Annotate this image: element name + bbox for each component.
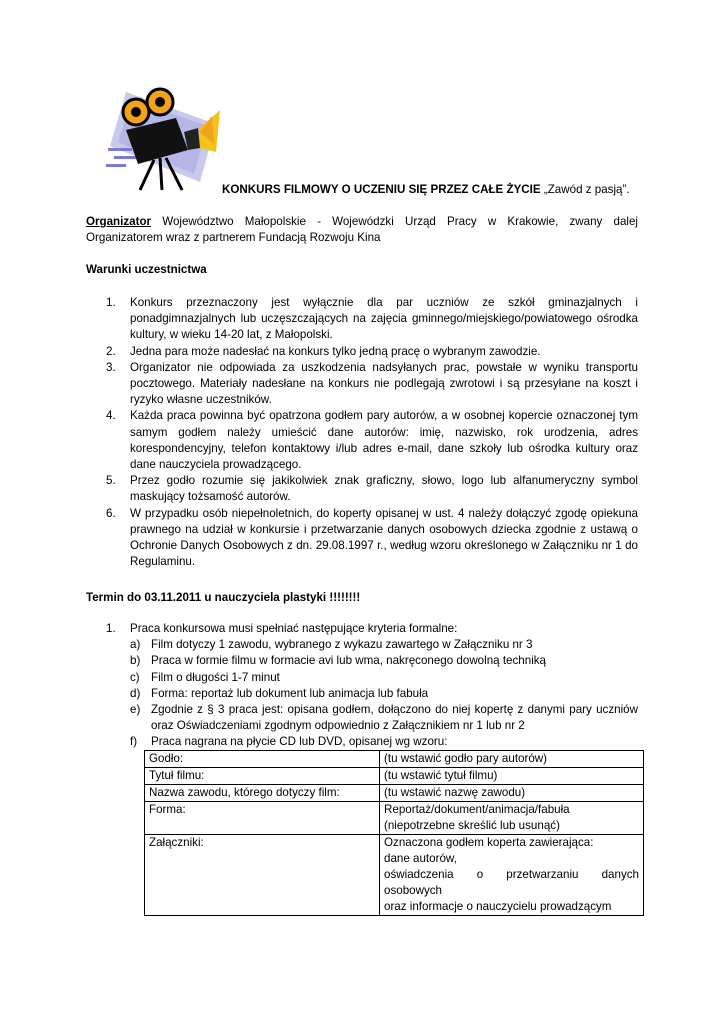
- contest-title: KONKURS FILMOWY O UCZENIU SIĘ PRZEZ CAŁE ŻYCIE: [222, 183, 541, 196]
- table-row: [145, 751, 644, 768]
- page-title: [222, 182, 642, 198]
- table-cell-label: Załączniki:: [145, 835, 380, 916]
- film-camera-icon: [104, 86, 224, 192]
- table-cell-value: (tu wstawić tytuł filmu): [380, 768, 644, 785]
- contest-subtitle: „Zawód z pasją”.: [543, 183, 630, 196]
- attachment-line: oraz informacje o nauczycielu prowadzącym: [384, 900, 612, 913]
- table-cell-label: Godło:: [145, 751, 380, 768]
- list-item: 5. Przez godło rozumie się jakikolwiek znak graficzny, słowo, logo lub alfanumeryczny symbol maskujący tożsamość autorów.: [106, 474, 638, 504]
- table-cell-value: (tu wstawić godło pary autorów): [380, 751, 644, 768]
- sub-list-item: c) Film o długości 1-7 minut: [130, 670, 280, 684]
- table-cell-value: [380, 835, 644, 916]
- organizer-paragraph: [86, 214, 638, 246]
- attachment-line: Oznaczona godłem koperta zawierająca:: [384, 836, 594, 849]
- table-cell-label: Tytuł filmu:: [145, 768, 380, 785]
- list-item: 3. Organizator nie odpowiada za uszkodzenia nadsyłanych prac, powstałe w wyniku transportu pocztowego. Materiały nadesłane na konkurs nie podlegają zwrotowi i są przesyłane na koszt i ryzyko własne uczestników.: [106, 360, 638, 407]
- list-item: 2. Jedna para może nadesłać na konkurs tylko jedną pracę o wybranym zawodzie.: [106, 344, 541, 358]
- organizer-label: Organizator: [86, 215, 152, 228]
- conditions-heading: Warunki uczestnictwa: [86, 263, 207, 276]
- cd-label-table: [144, 750, 644, 916]
- table-cell-value: Reportaż/dokument/animacja/fabuła (niepotrzebne skreślić lub usunąć): [380, 802, 644, 835]
- list-item: 6. W przypadku osób niepełnoletnich, do koperty opisanej w ust. 4 należy dołączyć zgodę opiekuna prawnego na udział w konkursie i przetwarzanie danych osobowych dziecka zgodnie z ustawą o Ochronie Danych Osobowych z dn. 29.08.1997 r., według wzoru określonego w Załączniku nr 1 do Regulaminu.: [106, 506, 638, 569]
- table-row: [145, 835, 644, 916]
- conditions-list: [86, 295, 638, 570]
- table-cell-value: (tu wstawić nazwę zawodu): [380, 785, 644, 802]
- deadline-heading: Termin do 03.11.2011 u nauczyciela plastyki !!!!!!!!: [86, 591, 361, 604]
- criteria-list: [86, 621, 638, 751]
- table-row: [145, 785, 644, 802]
- list-item: 1. Praca konkursowa musi spełniać następujące kryteria formalne: a) Film dotyczy 1 zawodu, wybranego z wykazu zawartego w Załączniku nr 3 b) Praca w formie filmu w formacie avi lub wma, nakręconego dowolną techniką c) Film o długości 1-7 minut d) Forma: reportaż lub dokument lub animacja lub fabuła e) Zgodnie z § 3 praca jest: opisana godłem, dołączono do niej kopertę z danymi pary uczniów oraz Oświadczeniami zgodnym odpowiednio z Załącznikiem nr 1 lub nr 2 f) Praca nagrana na płycie CD lub DVD, opisanej wg wzoru:: [86, 621, 638, 751]
- list-item: 1. Konkurs przeznaczony jest wyłącznie dla par uczniów ze szkół gminazjalnych i ponadgimnazjalnych lub uczęszczających na zajęcia gminnego/miejskiego/powiatowego ośrodka kultury, w wieku 14-20 lat, z Małopolski.: [106, 296, 638, 342]
- sub-list-item: a) Film dotyczy 1 zawodu, wybranego z wykazu zawartego w Załączniku nr 3: [130, 638, 533, 652]
- sub-list-item: b) Praca w formie filmu w formacie avi lub wma, nakręconego dowolną techniką: [130, 654, 547, 668]
- criteria-sub-list: [130, 637, 638, 750]
- table-cell-label: Forma:: [145, 802, 380, 835]
- attachment-line: dane autorów,: [384, 852, 457, 865]
- table-row: [145, 802, 644, 835]
- sub-list-item: d) Forma: reportaż lub dokument lub animacja lub fabuła: [130, 686, 429, 700]
- list-item: 4. Każda praca powinna być opatrzona godłem pary autorów, a w osobnej kopercie oznaczonej tym samym godłem należy umieścić dane autorów: imię, nazwisko, rok urodzenia, adres korespondencyjny, telefon kontaktowy i/lub adres e-mail, dane szkoły lub ośrodka kultury oraz dane nauczyciela prowadzącego.: [106, 409, 638, 472]
- table-cell-label: Nazwa zawodu, którego dotyczy film:: [145, 785, 380, 802]
- attachment-line: oświadczenia o przetwarzaniu danych osobowych: [384, 868, 639, 897]
- organizer-text: Województwo Małopolskie - Wojewódzki Urząd Pracy w Krakowie, zwany dalej Organizatorem wraz z partnerem Fundacją Rozwoju Kina: [86, 215, 638, 245]
- sub-list-item: f) Praca nagrana na płycie CD lub DVD, opisanej wg wzoru:: [130, 735, 448, 749]
- sub-list-item: e) Zgodnie z § 3 praca jest: opisana godłem, dołączono do niej kopertę z danymi pary uczniów oraz Oświadczeniami zgodnym odpowiednio z Załącznikiem nr 1 lub nr 2: [130, 703, 638, 733]
- table-row: [145, 768, 644, 785]
